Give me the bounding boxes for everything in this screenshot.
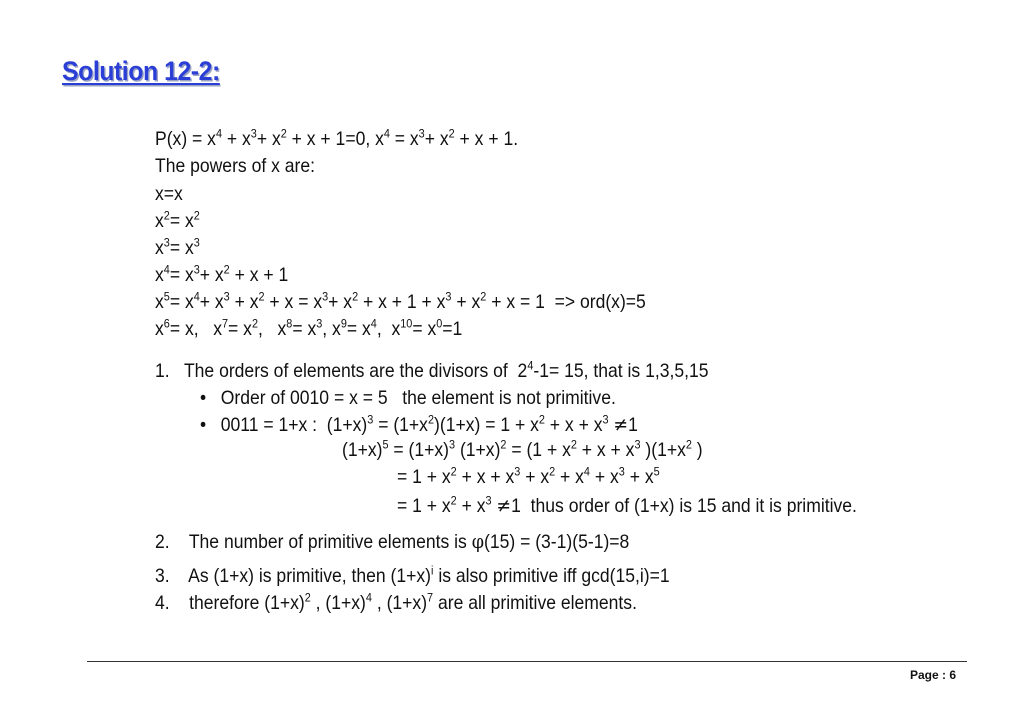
power-line-2: $x^2= x^2$ xyxy=(155,208,200,232)
polynomial-definition: $P(x) = x^4 + x^3+ x^2 + x + 1=0$, $x^4 = x^3+ x^2 + x + 1$. xyxy=(155,126,519,150)
power-line-6: $x^6= x$, $x^7= x^2$, $x^8= x^3$, $x^9= x^4$, $x^{10}= x^0=1$ xyxy=(155,316,463,340)
power-line-4: $x^4= x^3+ x^2 + x + 1$ xyxy=(155,262,289,286)
page-number: Page : 6 xyxy=(909,668,956,682)
power-line-1: x=x xyxy=(155,183,183,205)
powers-heading: The powers of x are: xyxy=(155,155,315,177)
calc-line-1: $(1+x)^5 = (1+x)^3$ $(1+x)^2 = (1 + x^2 + x + x^3$ )($1+x^2$ ) xyxy=(342,437,703,461)
item-3: 3. As (1+x) is primitive, then $(1+x)^i$ is also primitive iff gcd(15,i)=1 xyxy=(155,563,670,587)
item-4: 4. therefore $(1+x)^2$ , $(1+x)^4$ , $(1+x)^7$ are all primitive elements. xyxy=(155,590,637,614)
power-line-3: $x^3= x^3$ xyxy=(155,235,200,259)
item-1: 1. The orders of elements are the divisors of $2^4-1= 15$, that is 1,3,5,15 xyxy=(155,358,709,382)
item-2: 2. The number of primitive elements is φ(15) = (3-1)(5-1)=8 xyxy=(155,530,630,553)
power-line-5: $x^5= x^4+ x^3 + x^2 + x = x^3+ x^2 + x + 1 + x^3 + x^2 + x = 1 => ord(x)=5$ xyxy=(155,289,646,313)
page-title: Solution 12-2: xyxy=(62,56,220,86)
footer-divider xyxy=(87,661,967,662)
bullet-0011: • 0011 = 1+x : $(1+x)^3 = (1+x^2)(1+x) = 1 + x^2 + x + x^3 \ne 1$ xyxy=(200,412,638,436)
calc-line-3: = $1 + x^2 + x^3 \ne 1$ thus order of (1+x) is 15 and it is primitive. xyxy=(397,493,857,517)
bullet-order-0010: • Order of 0010 = x = 5 the element is not primitive. xyxy=(200,387,616,409)
calc-line-2: = $1 + x^2 + x + x^3 + x^2 + x^4 + x^3 + x^5$ xyxy=(397,464,660,488)
